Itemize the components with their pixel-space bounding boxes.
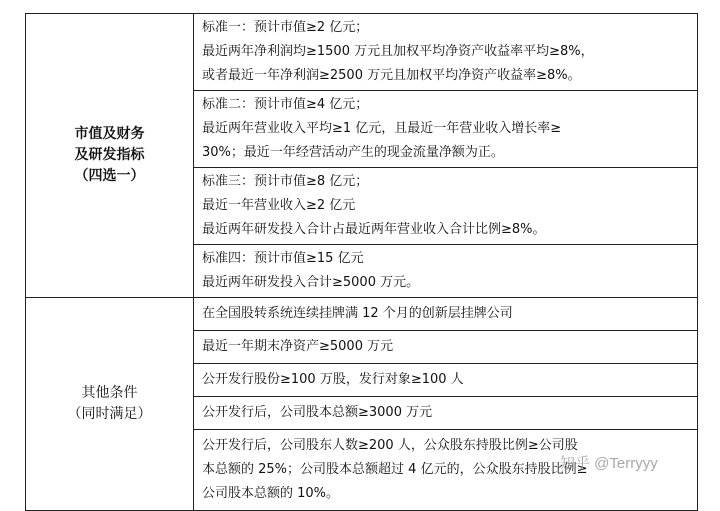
cell-line: 在全国股转系统连续挂牌满 12 个月的创新层挂牌公司 — [202, 306, 513, 321]
label-line: （同时满足） — [67, 406, 152, 422]
cell-line: 最近两年研发投入合计≥5000 万元。 — [202, 275, 420, 290]
cell-line: 公开发行股份≥100 万股，发行对象≥100 人 — [202, 372, 464, 387]
cell-line: 最近两年营业收入平均≥1 亿元，且最近一年营业收入增长率≥ — [202, 121, 562, 136]
condition-row-1 — [26, 298, 698, 331]
standard-row-1 — [26, 14, 698, 91]
cell-line: 最近一年营业收入≥2 亿元 — [202, 198, 356, 213]
condition-cell — [194, 331, 698, 364]
watermark: 知乎 @Terryyy — [560, 455, 658, 472]
cell-line: 最近两年净利润均≥1500 万元且加权平均净资产收益率平均≥8%， — [202, 44, 594, 59]
cell-line: 最近两年研发投入合计占最近两年营业收入合计比例≥8%。 — [202, 222, 546, 237]
condition-cell — [194, 364, 698, 397]
cell-line: 或者最近一年净利润≥2500 万元且加权平均净资产收益率≥8%。 — [202, 68, 581, 83]
financial-indicators-label — [26, 14, 194, 298]
cell-line: 本总额的 25%；公司股本总额超过 4 亿元的，公众股东持股比例≥ — [202, 462, 588, 477]
label-line: 市值及财务 — [74, 126, 145, 142]
listing-criteria-table — [25, 13, 698, 511]
cell-line: 标准三：预计市值≥8 亿元； — [202, 174, 369, 189]
standard-cell — [194, 91, 698, 168]
cell-line: 标准一：预计市值≥2 亿元； — [202, 20, 369, 35]
label-line: （四选一） — [74, 168, 145, 184]
standard-cell — [194, 14, 698, 91]
cell-line: 最近一年期末净资产≥5000 万元 — [202, 339, 394, 354]
condition-cell — [194, 397, 698, 430]
standard-cell — [194, 168, 698, 245]
standard-cell — [194, 245, 698, 298]
condition-cell — [194, 298, 698, 331]
label-line: 其他条件 — [81, 385, 138, 401]
cell-line: 标准四：预计市值≥15 亿元 — [202, 251, 364, 266]
cell-line: 标准二：预计市值≥4 亿元； — [202, 97, 369, 112]
cell-line: 公司股本总额的 10%。 — [202, 486, 340, 501]
cell-line: 30%；最近一年经营活动产生的现金流量净额为正。 — [202, 145, 504, 160]
cell-line: 公开发行后，公司股东人数≥200 人，公众股东持股比例≥公司股 — [202, 438, 578, 453]
other-conditions-label — [26, 298, 194, 511]
cell-line: 公开发行后，公司股本总额≥3000 万元 — [202, 405, 433, 420]
label-line: 及研发指标 — [74, 147, 145, 163]
